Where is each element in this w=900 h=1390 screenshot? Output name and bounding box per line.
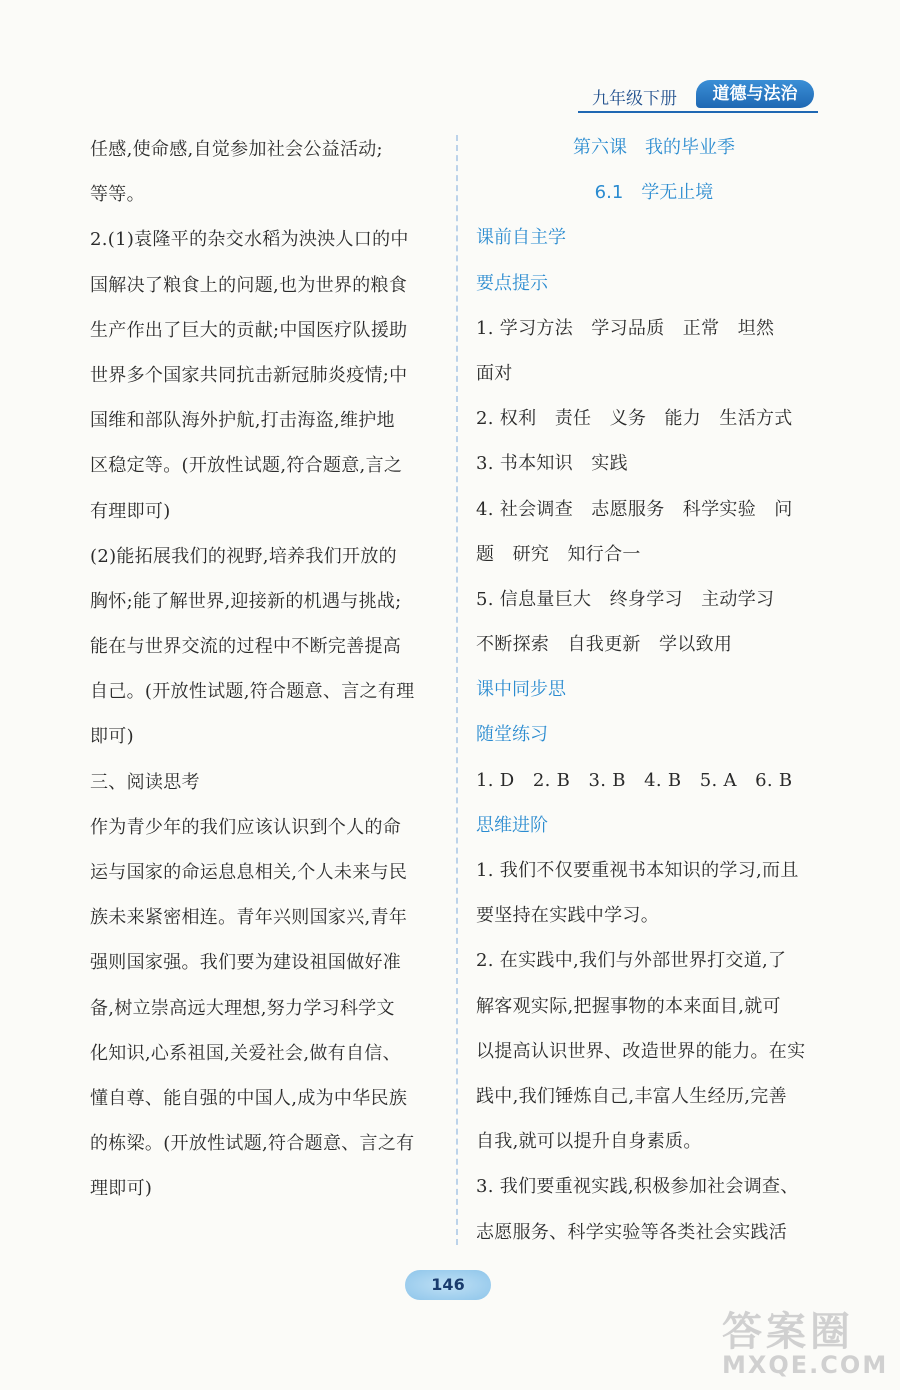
page-number: 146 [405,1270,491,1300]
text-line: 2. 权利 责任 义务 能力 生活方式 [476,408,793,430]
text-line: 题 研究 知行合一 [476,543,641,565]
text-line: 面对 [476,362,513,384]
text-line: 化知识,心系祖国,关爱社会,做有自信、 [90,1042,401,1064]
text-line: 自己。(开放性试题,符合题意、言之有理 [90,681,415,703]
text-line: 1. 我们不仅要重视书本知识的学习,而且 [476,860,799,881]
text-line: 运与国家的命运息息相关,个人未来与民 [90,862,408,883]
text-line: 胸怀;能了解世界,迎接新的机遇与挑战; [90,590,402,612]
text-line: 3. 书本知识 实践 [476,453,628,475]
column-divider [456,135,458,1245]
heading-practice: 随堂练习 [476,724,548,746]
text-line: 2. 在实践中,我们与外部世界打交道,了 [476,950,787,972]
subject-badge: 道德与法治 [696,80,814,108]
text-line: 自我,就可以提升自身素质。 [476,1131,702,1153]
text-line: 的栋梁。(开放性试题,符合题意、言之有 [90,1133,415,1155]
section-heading-reading: 三、阅读思考 [90,771,200,793]
text-line: 不断探索 自我更新 学以致用 [476,634,733,656]
watermark-logo [722,1300,892,1380]
text-line: 区稳定等。(开放性试题,符合题意,言之 [90,455,403,477]
text-line: 4. 社会调查 志愿服务 科学实验 问 [476,498,793,520]
text-line: 践中,我们锤炼自己,丰富人生经历,完善 [476,1085,787,1107]
heading-in-class: 课中同步思 [476,679,566,701]
text-line: 备,树立崇高远大理想,努力学习科学文 [90,997,395,1019]
answer-line: 1. D 2. B 3. B 4. B 5. A 6. B [476,769,793,791]
text-line: 国解决了粮食上的问题,也为世界的粮食 [90,274,408,296]
right-column [476,125,832,1255]
section-title: 6.1 学无止境 [594,182,714,204]
heading-advance: 思维进阶 [476,814,548,836]
text-line: 志愿服务、科学实验等各类社会实践活 [476,1221,788,1243]
text-line: 3. 我们要重视实践,积极参加社会调查、 [476,1176,799,1198]
heading-pre-class: 课前自主学 [476,227,566,249]
text-line: 解客观实际,把握事物的本来面目,就可 [476,995,781,1017]
text-line: 族未来紧密相连。青年兴则国家兴,青年 [90,907,408,929]
text-line: 以提高认识世界、改造世界的能力。在实 [476,1040,806,1062]
grade-label: 九年级下册 [592,89,677,109]
text-line: 等等。 [90,184,145,206]
text-line: 生产作出了巨大的贡献;中国医疗队援助 [90,319,408,341]
text-line: 2.(1)袁隆平的杂交水稻为泱泱人口的中 [90,229,409,251]
watermark-url: MXQE.COM [722,1351,889,1379]
page-header [578,78,818,112]
text-line: 懂自尊、能自强的中国人,成为中华民族 [90,1087,408,1109]
text-line: 任感,使命感,自觉参加社会公益活动; [90,139,383,160]
header-rule [578,111,818,113]
text-line: 强则国家强。我们要为建设祖国做好准 [90,952,402,974]
text-line: 能在与世界交流的过程中不断完善提高 [90,636,402,658]
text-line: (2)能拓展我们的视野,培养我们开放的 [90,545,397,567]
text-line: 作为青少年的我们应该认识到个人的命 [90,816,402,838]
text-line: 国维和部队海外护航,打击海盗,维护地 [90,410,395,432]
watermark-text: 答案圈 [722,1309,854,1355]
text-line: 1. 学习方法 学习品质 正常 坦然 [476,317,775,339]
text-line: 世界多个国家共同抗击新冠肺炎疫情;中 [90,364,408,386]
lesson-title: 第六课 我的毕业季 [573,137,735,158]
text-line: 即可) [90,726,134,748]
heading-key-points: 要点提示 [476,272,548,294]
text-line: 要坚持在实践中学习。 [476,905,659,927]
left-column [90,127,442,1212]
text-line: 5. 信息量巨大 终身学习 主动学习 [476,588,775,610]
text-line: 有理即可) [90,500,171,522]
text-line: 理即可) [90,1178,153,1200]
